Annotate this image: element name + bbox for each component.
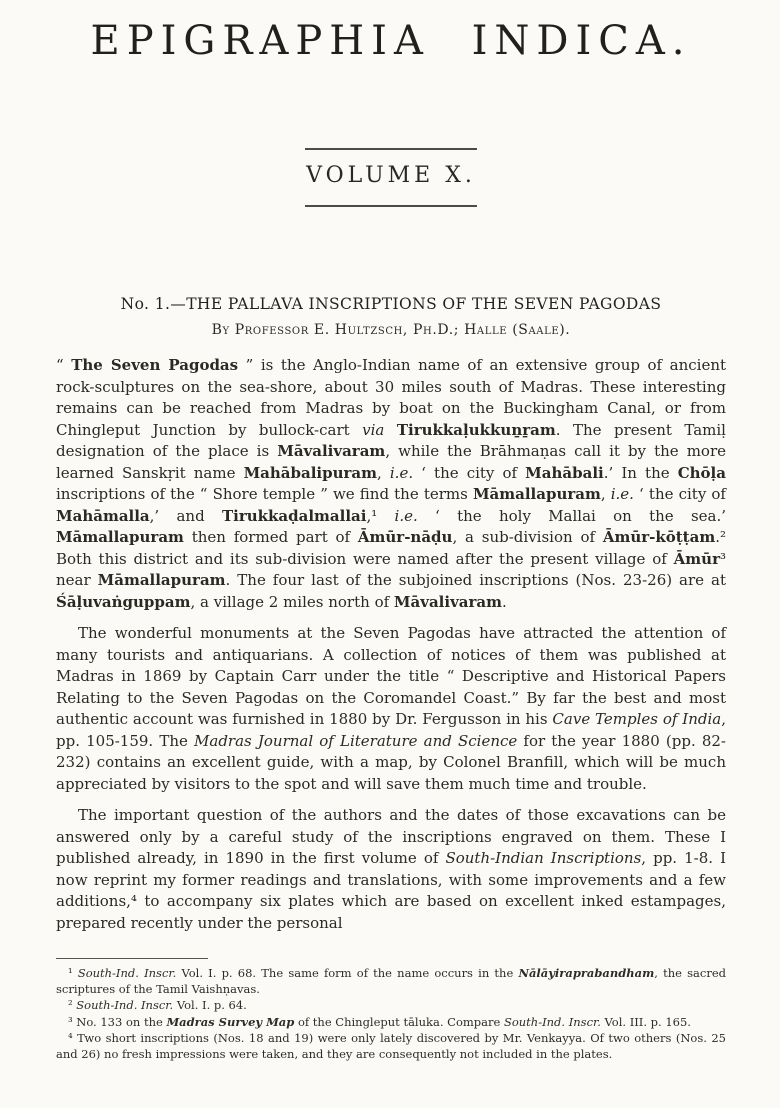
volume-title: VOLUME X. (306, 163, 476, 188)
publication-title: EPIGRAPHIA INDICA. (90, 18, 692, 64)
paragraph-1: “ The Seven Pagodas ” is the Anglo-Indian name of an extensive group of ancient rock-sculptures on the sea-shore, about 30 miles south of Madras. These interesting remains can be reached from Madras by boat on the Buckingham Canal, or from Chingleput Junction by bullock-cart via Tirukkaḷukkuṉṟam. The present Tamiḷ designation of the place is Māvalivaram, while the Brāhmaṇas call it by the more learned Sanskṛit name Mahābalipuram, i.e. ‘ the city of Mahābali.’ In the Chōḷa inscriptions of the “ Shore temple ” we find the terms Māmallapuram, i.e. ‘ the city of Mahāmalla,’ and Tirukkaḍalmallai,¹ i.e. ‘ the holy Mallai on the sea.’ Māmallapuram then formed part of Āmūr-nāḍu, a sub-division of Āmūr-kōṭṭam.² Both this district and its sub-division were named after the present village of Āmūr³ near Māmallapuram. The four last of the subjoined inscriptions (Nos. 23-26) are at Śāḷuvaṅguppam, a village 2 miles north of Māvalivaram. (56, 356, 727, 611)
footnote-1: ¹ South-Ind. Inscr. Vol. I. p. 68. The same form of the name occurs in the Nālāyiraprabandham, the sacred scriptures of the Tamil Vaishṇavas. (56, 966, 726, 996)
footnotes (56, 966, 726, 1062)
article-byline: By Professor E. Hultzsch, Ph.D.; Halle (Saale). (211, 322, 571, 338)
top-divider (305, 148, 477, 150)
paragraph-3: The important question of the authors and the dates of those excavations can be answered only by a careful study of the inscriptions engraved on them. These I published already, in 1890 in the first volume of South-Indian Inscriptions, pp. 1-8. I now reprint my former readings and translations, with some improvements and a few additions,⁴ to accompany six plates which are based on excellent inked estampages, prepared recently under the personal (56, 806, 726, 932)
article-body (56, 355, 726, 934)
article-heading: No. 1.—THE PALLAVA INSCRIPTIONS OF THE SEVEN PAGODAS (120, 295, 662, 313)
paragraph-2: The wonderful monuments at the Seven Pagodas have attracted the attention of many tourists and antiquarians. A collection of notices of them was published at Madras in 1869 by Captain Carr under the title “ Descriptive and Historical Papers Relating to the Seven Pagodas on the Coromandel Coast.” By far the best and most authentic account was furnished in 1880 by Dr. Fergusson in his Cave Temples of India, pp. 105-159. The Madras Journal of Literature and Science for the year 1880 (pp. 82-232) contains an excellent guide, with a map, by Colonel Branfill, which will be much appreciated by visitors to the spot and will save them much time and trouble. (56, 624, 726, 793)
footnote-2: ² South-Ind. Inscr. Vol. I. p. 64. (68, 998, 247, 1012)
bottom-divider (305, 205, 477, 207)
footnote-3: ³ No. 133 on the Madras Survey Map of the Chingleput tāluka. Compare South-Ind. Inscr. Vol. III. p. 165. (68, 1014, 691, 1029)
footnote-divider (56, 958, 208, 959)
footnote-4: ⁴ Two short inscriptions (Nos. 18 and 19) were only lately discovered by Mr. Venkayya. Of two others (Nos. 25 and 26) no fresh impressions were taken, and they are consequently not included in the plates. (56, 1031, 726, 1061)
